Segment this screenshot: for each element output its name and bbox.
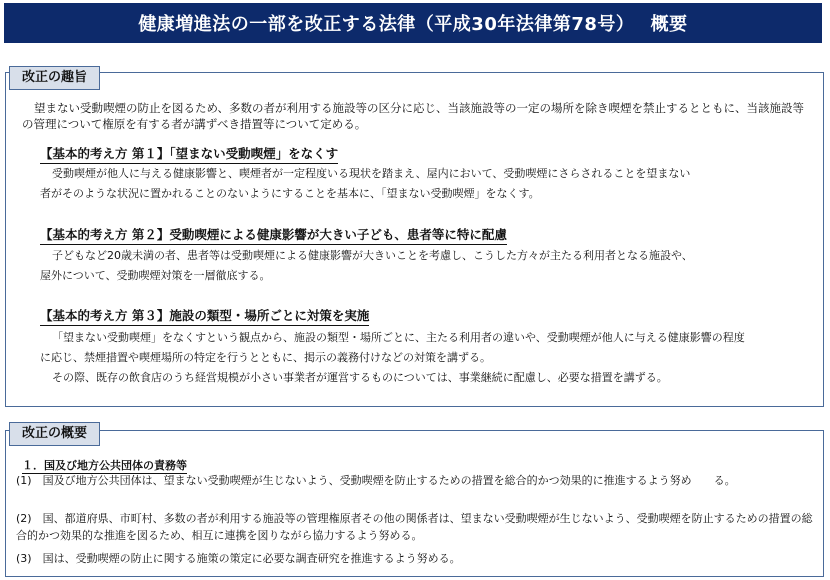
page-title: 健康増進法の一部を改正する法律（平成30年法律第78号） 概要 [4, 3, 822, 43]
principle-1-line-2: 者がそのような状況に置かれることのないようにすることを基本に、「望まない受動喫煙」をなくす。 [40, 187, 540, 200]
principle-2-line-1: 子どもなど20歳未満の者、患者等は受動喫煙による健康影響が大きいことを考慮し、こうした方々が主たる利用者となる施設や、 [52, 249, 693, 262]
principle-1-heading: 【基本的考え方 第１】「望まない受動喫煙」をなくす [40, 144, 338, 164]
principle-3-line-2: に応じ、禁煙措置や喫煙場所の特定を行うとともに、掲示の義務付けなどの対策を講ずる。 [40, 351, 491, 364]
principle-3-heading: 【基本的考え方 第３】施設の類型・場所ごとに対策を実施 [40, 306, 369, 326]
summary-item-2: (2) 国、都道府県、市町村、多数の者が利用する施設等の管理権原者その他の関係者は、望まない受動喫煙が生じないよう、受動喫煙を防止するための措置の総合的かつ効果的な推進を図るため、相互に連携を図りながら協力するよう努める。 [16, 512, 813, 542]
purpose-tag: 改正の趣旨 [9, 66, 100, 90]
summary-item-1: (1) 国及び地方公共団体は、望まない受動喫煙が生じないよう、受動喫煙を防止するための措置を総合的かつ効果的に推進するよう努め る。 [16, 474, 736, 487]
principle-3-line-1: 「望まない受動喫煙」をなくすという観点から、施設の類型・場所ごとに、主たる利用者の違いや、受動喫煙が他人に与える健康影響の程度 [52, 331, 745, 344]
summary-item-3: (3) 国は、受動喫煙の防止に関する施策の策定に必要な調査研究を推進するよう努める。 [16, 552, 461, 565]
principle-2-line-2: 屋外について、受動喫煙対策を一層徹底する。 [40, 269, 271, 282]
summary-tag: 改正の概要 [9, 422, 100, 446]
purpose-intro: 望まない受動喫煙の防止を図るため、多数の者が利用する施設等の区分に応じ、当該施設等の一定の場所を除き喫煙を禁止するとともに、当該施設等の管理について権原を有する者が講ずべき措置等について定める。 [22, 101, 805, 131]
principle-1-line-1: 受動喫煙が他人に与える健康影響と、喫煙者が一定程度いる現状を踏まえ、屋内において、受動喫煙にさらされることを望まない [52, 167, 691, 180]
principle-2-heading: 【基本的考え方 第２】受動喫煙による健康影響が大きい子ども、患者等に特に配慮 [40, 225, 507, 245]
principle-3-line-3: その際、既存の飲食店のうち経営規模が小さい事業者が運営するものについては、事業継続に配慮し、必要な措置を講ずる。 [52, 371, 668, 384]
summary-section-heading: １．国及び地方公共団体の責務等 [22, 459, 187, 472]
